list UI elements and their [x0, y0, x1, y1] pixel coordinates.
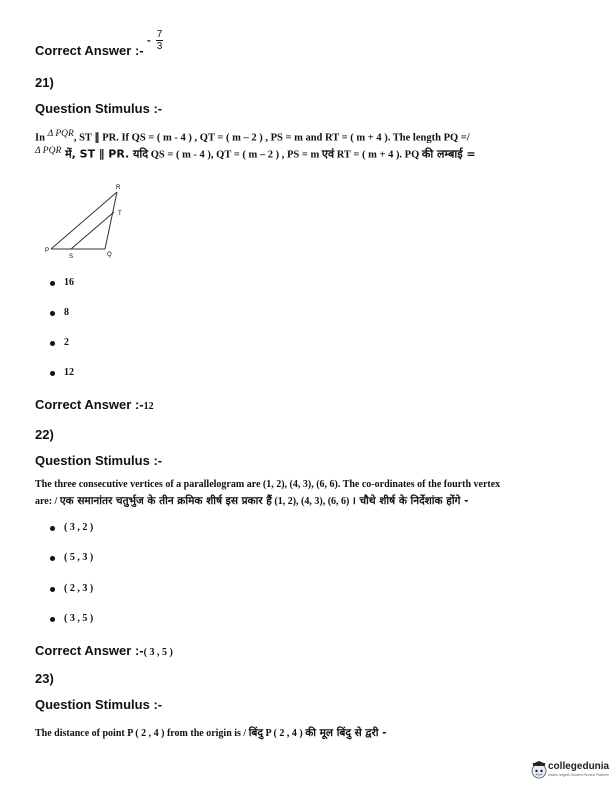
q23-hindi-2: की मूल बिंदु से द्वरी -	[305, 727, 387, 739]
q22-correct-answer-value: ( 3 , 5 )	[143, 647, 173, 658]
q22-option-2[interactable]: ( 5 , 3 )	[64, 552, 94, 563]
q21-question-line-1	[35, 129, 470, 144]
q22-number: 22)	[35, 427, 54, 442]
q21-option-3-bullet	[50, 341, 55, 346]
collegedunia-logo-name: collegedunia	[548, 761, 610, 772]
q21-correct-answer-label: Correct Answer :-	[35, 397, 144, 412]
collegedunia-mascot-icon	[530, 760, 548, 780]
q21-hindi-2: एवं	[321, 147, 335, 161]
q21-correct-answer	[35, 394, 154, 413]
q23-question-line-1	[35, 726, 386, 740]
label-s: S	[69, 254, 74, 260]
q21-option-1[interactable]: 16	[64, 277, 74, 288]
q21-delta-pqr-2: Δ PQR	[35, 146, 62, 156]
q21-option-3[interactable]: 2	[64, 337, 69, 348]
q22-line2-text-2: (1, 2), (4, 3), (6, 6)	[271, 496, 352, 507]
q21-number: 21)	[35, 75, 54, 90]
q21-triangle-figure	[40, 180, 140, 265]
q22-question-line-2	[35, 494, 468, 508]
q20-correct-answer-label: Correct Answer :-	[35, 43, 144, 58]
q22-hindi-2: । चौथे शीर्ष के निर्देशांक होंगे -	[351, 495, 469, 507]
q23-line1-text: The distance of point P ( 2 , 4 ) from the origin is /	[35, 728, 249, 739]
collegedunia-logo-tagline: India's largest Student Review Platform	[548, 773, 609, 777]
q20-answer-fraction	[156, 29, 164, 52]
q20-answer-denominator: 3	[156, 41, 163, 52]
q22-option-1-bullet	[50, 526, 55, 531]
q21-correct-answer-value: 12	[143, 401, 154, 412]
q22-question-line-1: The three consecutive vertices of a parallelogram are (1, 2), (4, 3), (6, 6). The co-ordinates of the fourth vertex	[35, 479, 501, 490]
q21-option-4[interactable]: 12	[64, 367, 74, 378]
q21-option-4-bullet	[50, 371, 55, 376]
q21-in-word: In	[35, 132, 45, 144]
q22-correct-answer	[35, 640, 173, 659]
q21-hindi-3: की लम्बाई =	[421, 147, 476, 161]
label-r: R	[116, 185, 121, 191]
q23-hindi-1: बिंदु	[248, 727, 263, 739]
q21-question-line-2	[35, 146, 476, 162]
q22-option-4-bullet	[50, 617, 55, 622]
label-p: P	[45, 248, 50, 254]
q20-answer-numerator: 7	[156, 29, 163, 40]
q21-option-2[interactable]: 8	[64, 307, 69, 318]
q22-option-3-bullet	[50, 587, 55, 592]
q20-correct-answer-value	[147, 29, 163, 52]
q22-hindi-1: एक समानांतर चतुर्भुज के तीन क्रमिक शीर्ष इस प्रकार हैं	[59, 495, 272, 507]
q21-line2-text-1: QS = ( m - 4 ), QT = ( m – 2 ) , PS = m	[148, 149, 322, 161]
q21-delta-pqr: Δ PQR	[47, 129, 74, 139]
q21-line2-text-2: RT = ( m + 4 ). PQ	[334, 149, 422, 161]
q21-stimulus-label: Question Stimulus :-	[35, 101, 163, 116]
segment-st	[71, 212, 114, 249]
q23-stimulus-label: Question Stimulus :-	[35, 697, 163, 712]
q22-correct-answer-label: Correct Answer :-	[35, 643, 144, 658]
q22-line2-text-1: are: /	[35, 496, 60, 507]
label-q: Q	[107, 252, 112, 258]
q23-number: 23)	[35, 671, 54, 686]
q23-line1-text-2: P ( 2 , 4 )	[263, 728, 306, 739]
q21-option-2-bullet	[50, 311, 55, 316]
label-t: T	[118, 211, 122, 217]
q22-option-4[interactable]: ( 3 , 5 )	[64, 613, 94, 624]
q21-option-1-bullet	[50, 281, 55, 286]
q22-option-2-bullet	[50, 556, 55, 561]
q20-answer-sign: -	[147, 34, 151, 47]
q22-stimulus-label: Question Stimulus :-	[35, 453, 163, 468]
q22-option-3[interactable]: ( 2 , 3 )	[64, 583, 94, 594]
q21-line1-text: , ST ∥ PR. If QS = ( m - 4 ) , QT = ( m – 2 ) , PS = m and RT = ( m + 4 ). The length PQ =/	[73, 132, 470, 144]
q21-hindi-1: में, ST ∥ PR. यदि	[61, 147, 149, 161]
q22-option-1[interactable]: ( 3 , 2 )	[64, 522, 94, 533]
